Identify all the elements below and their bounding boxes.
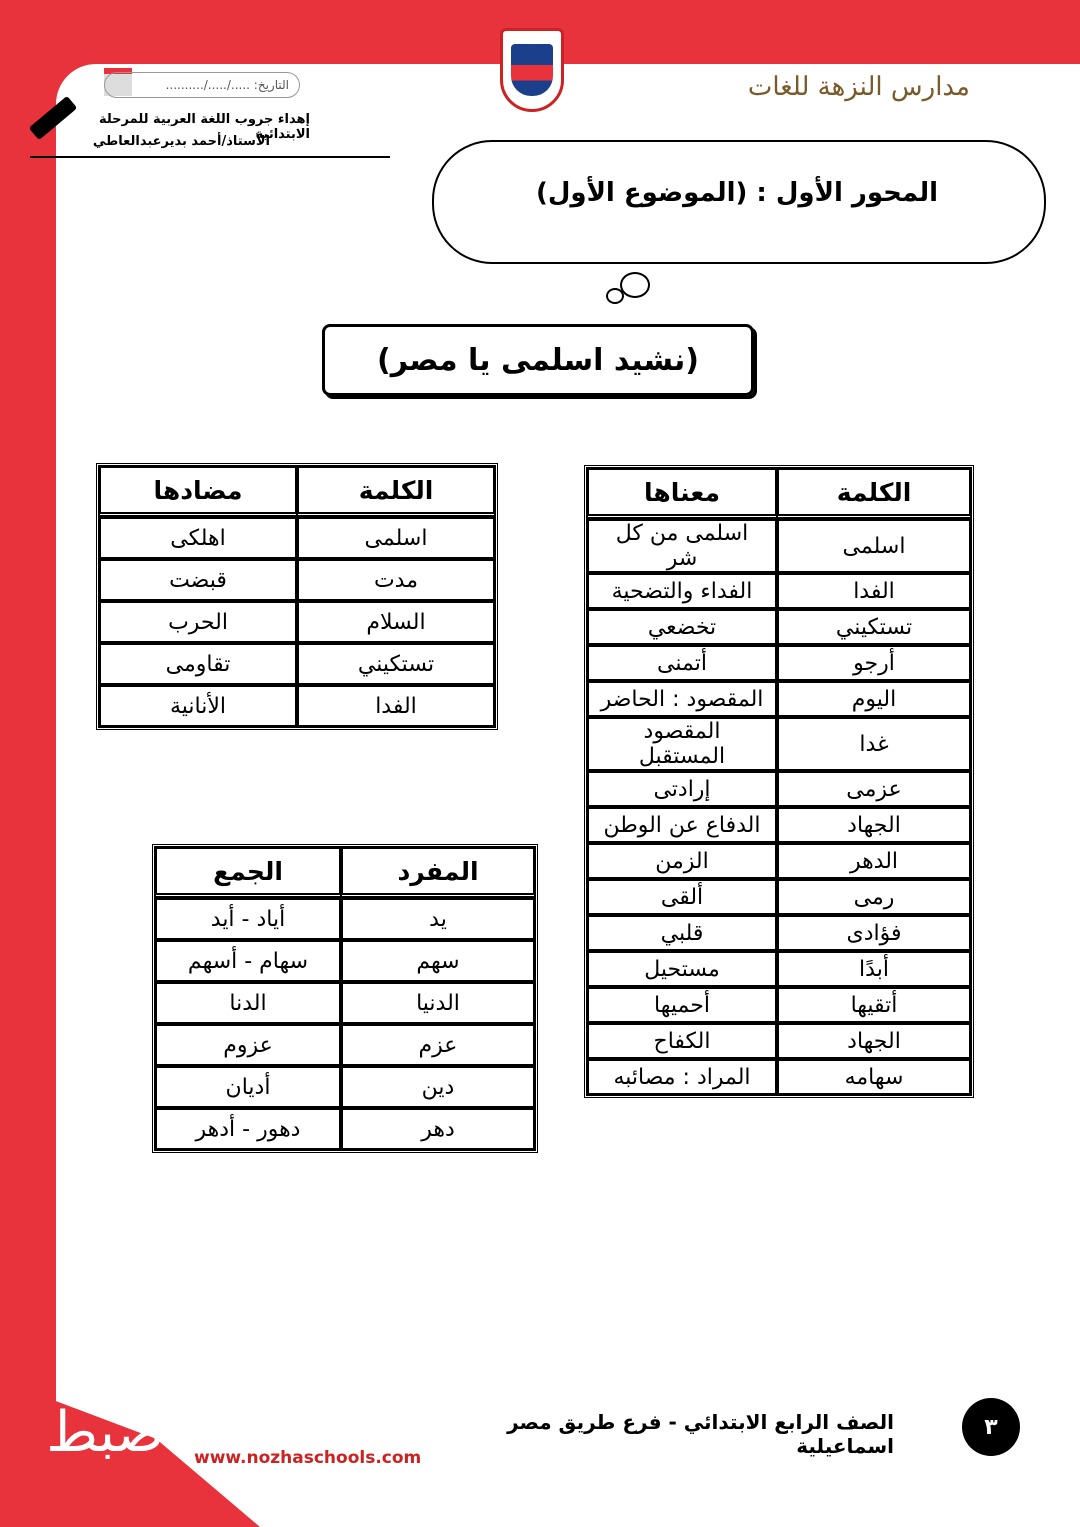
opposites-header-opposite: مضادها	[99, 466, 297, 517]
plural-header-singular: المفرد	[341, 847, 535, 898]
meanings-cell-word: الجهاد	[777, 807, 971, 843]
school-name: مدارس النزهة للغات	[747, 72, 970, 102]
meanings-row	[587, 1023, 971, 1059]
meanings-cell-word: غدا	[777, 717, 971, 771]
plural-row	[155, 1066, 535, 1108]
meanings-row	[587, 843, 971, 879]
calligraphy-logo: ضبط	[46, 1400, 164, 1465]
meanings-cell-value: الدفاع عن الوطن	[587, 807, 777, 843]
thought-bubble-icon	[620, 272, 650, 298]
meanings-cell-word: الفدا	[777, 573, 971, 609]
meanings-cell-value: المراد : مصائبه	[587, 1059, 777, 1095]
plural-cell-word: الدنيا	[341, 982, 535, 1024]
meanings-cell-value: الكفاح	[587, 1023, 777, 1059]
meanings-cell-value: مستحيل	[587, 951, 777, 987]
meanings-cell-value: اسلمى من كل شر	[587, 519, 777, 573]
meanings-cell-word: تستكيني	[777, 609, 971, 645]
plural-cell-value: دهور - أدهر	[155, 1108, 341, 1150]
plural-row	[155, 940, 535, 982]
footer-class-branch: الصف الرابع الابتدائي - فرع طريق مصر اسماعيلية	[507, 1410, 894, 1458]
meanings-cell-value: أتمنى	[587, 645, 777, 681]
meanings-header-word: الكلمة	[777, 468, 971, 519]
opposites-cell-word: السلام	[297, 601, 495, 643]
opposites-cell-word: مدت	[297, 559, 495, 601]
meanings-cell-word: رمى	[777, 879, 971, 915]
meanings-row	[587, 771, 971, 807]
meanings-row	[587, 951, 971, 987]
left-red-band	[0, 64, 56, 1527]
meanings-cell-word: فؤادى	[777, 915, 971, 951]
meanings-row	[587, 609, 971, 645]
opposites-table	[96, 463, 498, 730]
plural-cell-value: أديان	[155, 1066, 341, 1108]
meanings-row	[587, 717, 971, 771]
meanings-cell-value: الفداء والتضحية	[587, 573, 777, 609]
meanings-cell-value: المقصود المستقبل	[587, 717, 777, 771]
meanings-cell-word: أتقيها	[777, 987, 971, 1023]
opposites-row	[99, 601, 495, 643]
meanings-cell-word: الدهر	[777, 843, 971, 879]
meanings-row	[587, 645, 971, 681]
plural-cell-word: يد	[341, 898, 535, 940]
plural-row	[155, 1108, 535, 1150]
thought-bubble-small-icon	[606, 288, 624, 304]
page-number: ٣	[962, 1398, 1020, 1456]
opposites-cell-value: قبضت	[99, 559, 297, 601]
song-title-box	[322, 324, 754, 396]
meanings-row	[587, 987, 971, 1023]
meanings-row	[587, 573, 971, 609]
meanings-cell-value: إرادتى	[587, 771, 777, 807]
plural-row	[155, 982, 535, 1024]
plural-cell-value: أياد - أيد	[155, 898, 341, 940]
school-shield-logo-icon	[500, 28, 564, 112]
opposites-cell-value: تقاومى	[99, 643, 297, 685]
plural-header-plural: الجمع	[155, 847, 341, 898]
plural-cell-value: الدنا	[155, 982, 341, 1024]
opposites-cell-word: تستكيني	[297, 643, 495, 685]
meanings-header-meaning: معناها	[587, 468, 777, 519]
opposites-row	[99, 643, 495, 685]
meanings-row	[587, 681, 971, 717]
meanings-cell-word: اسلمى	[777, 519, 971, 573]
topic-title: المحور الأول : (الموضوع الأول)	[535, 178, 939, 208]
meanings-table	[584, 465, 974, 1098]
meanings-row	[587, 1059, 971, 1095]
opposites-cell-word: اسلمى	[297, 517, 495, 559]
plural-row	[155, 1024, 535, 1066]
plural-cell-value: عزوم	[155, 1024, 341, 1066]
plural-table	[152, 844, 538, 1153]
opposites-row	[99, 685, 495, 727]
plural-cell-word: عزم	[341, 1024, 535, 1066]
meanings-cell-word: عزمى	[777, 771, 971, 807]
opposites-cell-value: اهلكى	[99, 517, 297, 559]
opposites-cell-value: الأنانية	[99, 685, 297, 727]
meanings-cell-value: المقصود : الحاضر	[587, 681, 777, 717]
opposites-row	[99, 559, 495, 601]
opposites-cell-value: الحرب	[99, 601, 297, 643]
opposites-cell-word: الفدا	[297, 685, 495, 727]
plural-cell-word: دهر	[341, 1108, 535, 1150]
meanings-cell-word: سهامه	[777, 1059, 971, 1095]
meanings-cell-word: الجهاد	[777, 1023, 971, 1059]
header-divider	[30, 156, 390, 158]
meanings-cell-value: أحميها	[587, 987, 777, 1023]
teacher-dedication: إهداء جروب اللغة العربية للمرحلة الابتدائية	[98, 112, 310, 142]
date-field: التاريخ: ...../...../..........	[104, 72, 300, 98]
meanings-cell-value: قلبي	[587, 915, 777, 951]
website-link[interactable]: www.nozhaschools.com	[194, 1448, 422, 1468]
meanings-cell-word: أبدًا	[777, 951, 971, 987]
meanings-cell-word: أرجو	[777, 645, 971, 681]
meanings-row	[587, 519, 971, 573]
meanings-row	[587, 807, 971, 843]
plural-cell-word: دين	[341, 1066, 535, 1108]
meanings-row	[587, 915, 971, 951]
plural-row	[155, 898, 535, 940]
meanings-cell-value: الزمن	[587, 843, 777, 879]
plural-cell-word: سهم	[341, 940, 535, 982]
plural-cell-value: سهام - أسهم	[155, 940, 341, 982]
song-title: (نشيد اسلمى يا مصر)	[377, 342, 699, 378]
meanings-cell-value: تخضعي	[587, 609, 777, 645]
opposites-header-word: الكلمة	[297, 466, 495, 517]
opposites-row	[99, 517, 495, 559]
meanings-cell-word: اليوم	[777, 681, 971, 717]
teacher-name: الأستاذ/أحمد بديرعبدالعاطي	[92, 134, 270, 149]
meanings-row	[587, 879, 971, 915]
meanings-cell-value: ألقى	[587, 879, 777, 915]
